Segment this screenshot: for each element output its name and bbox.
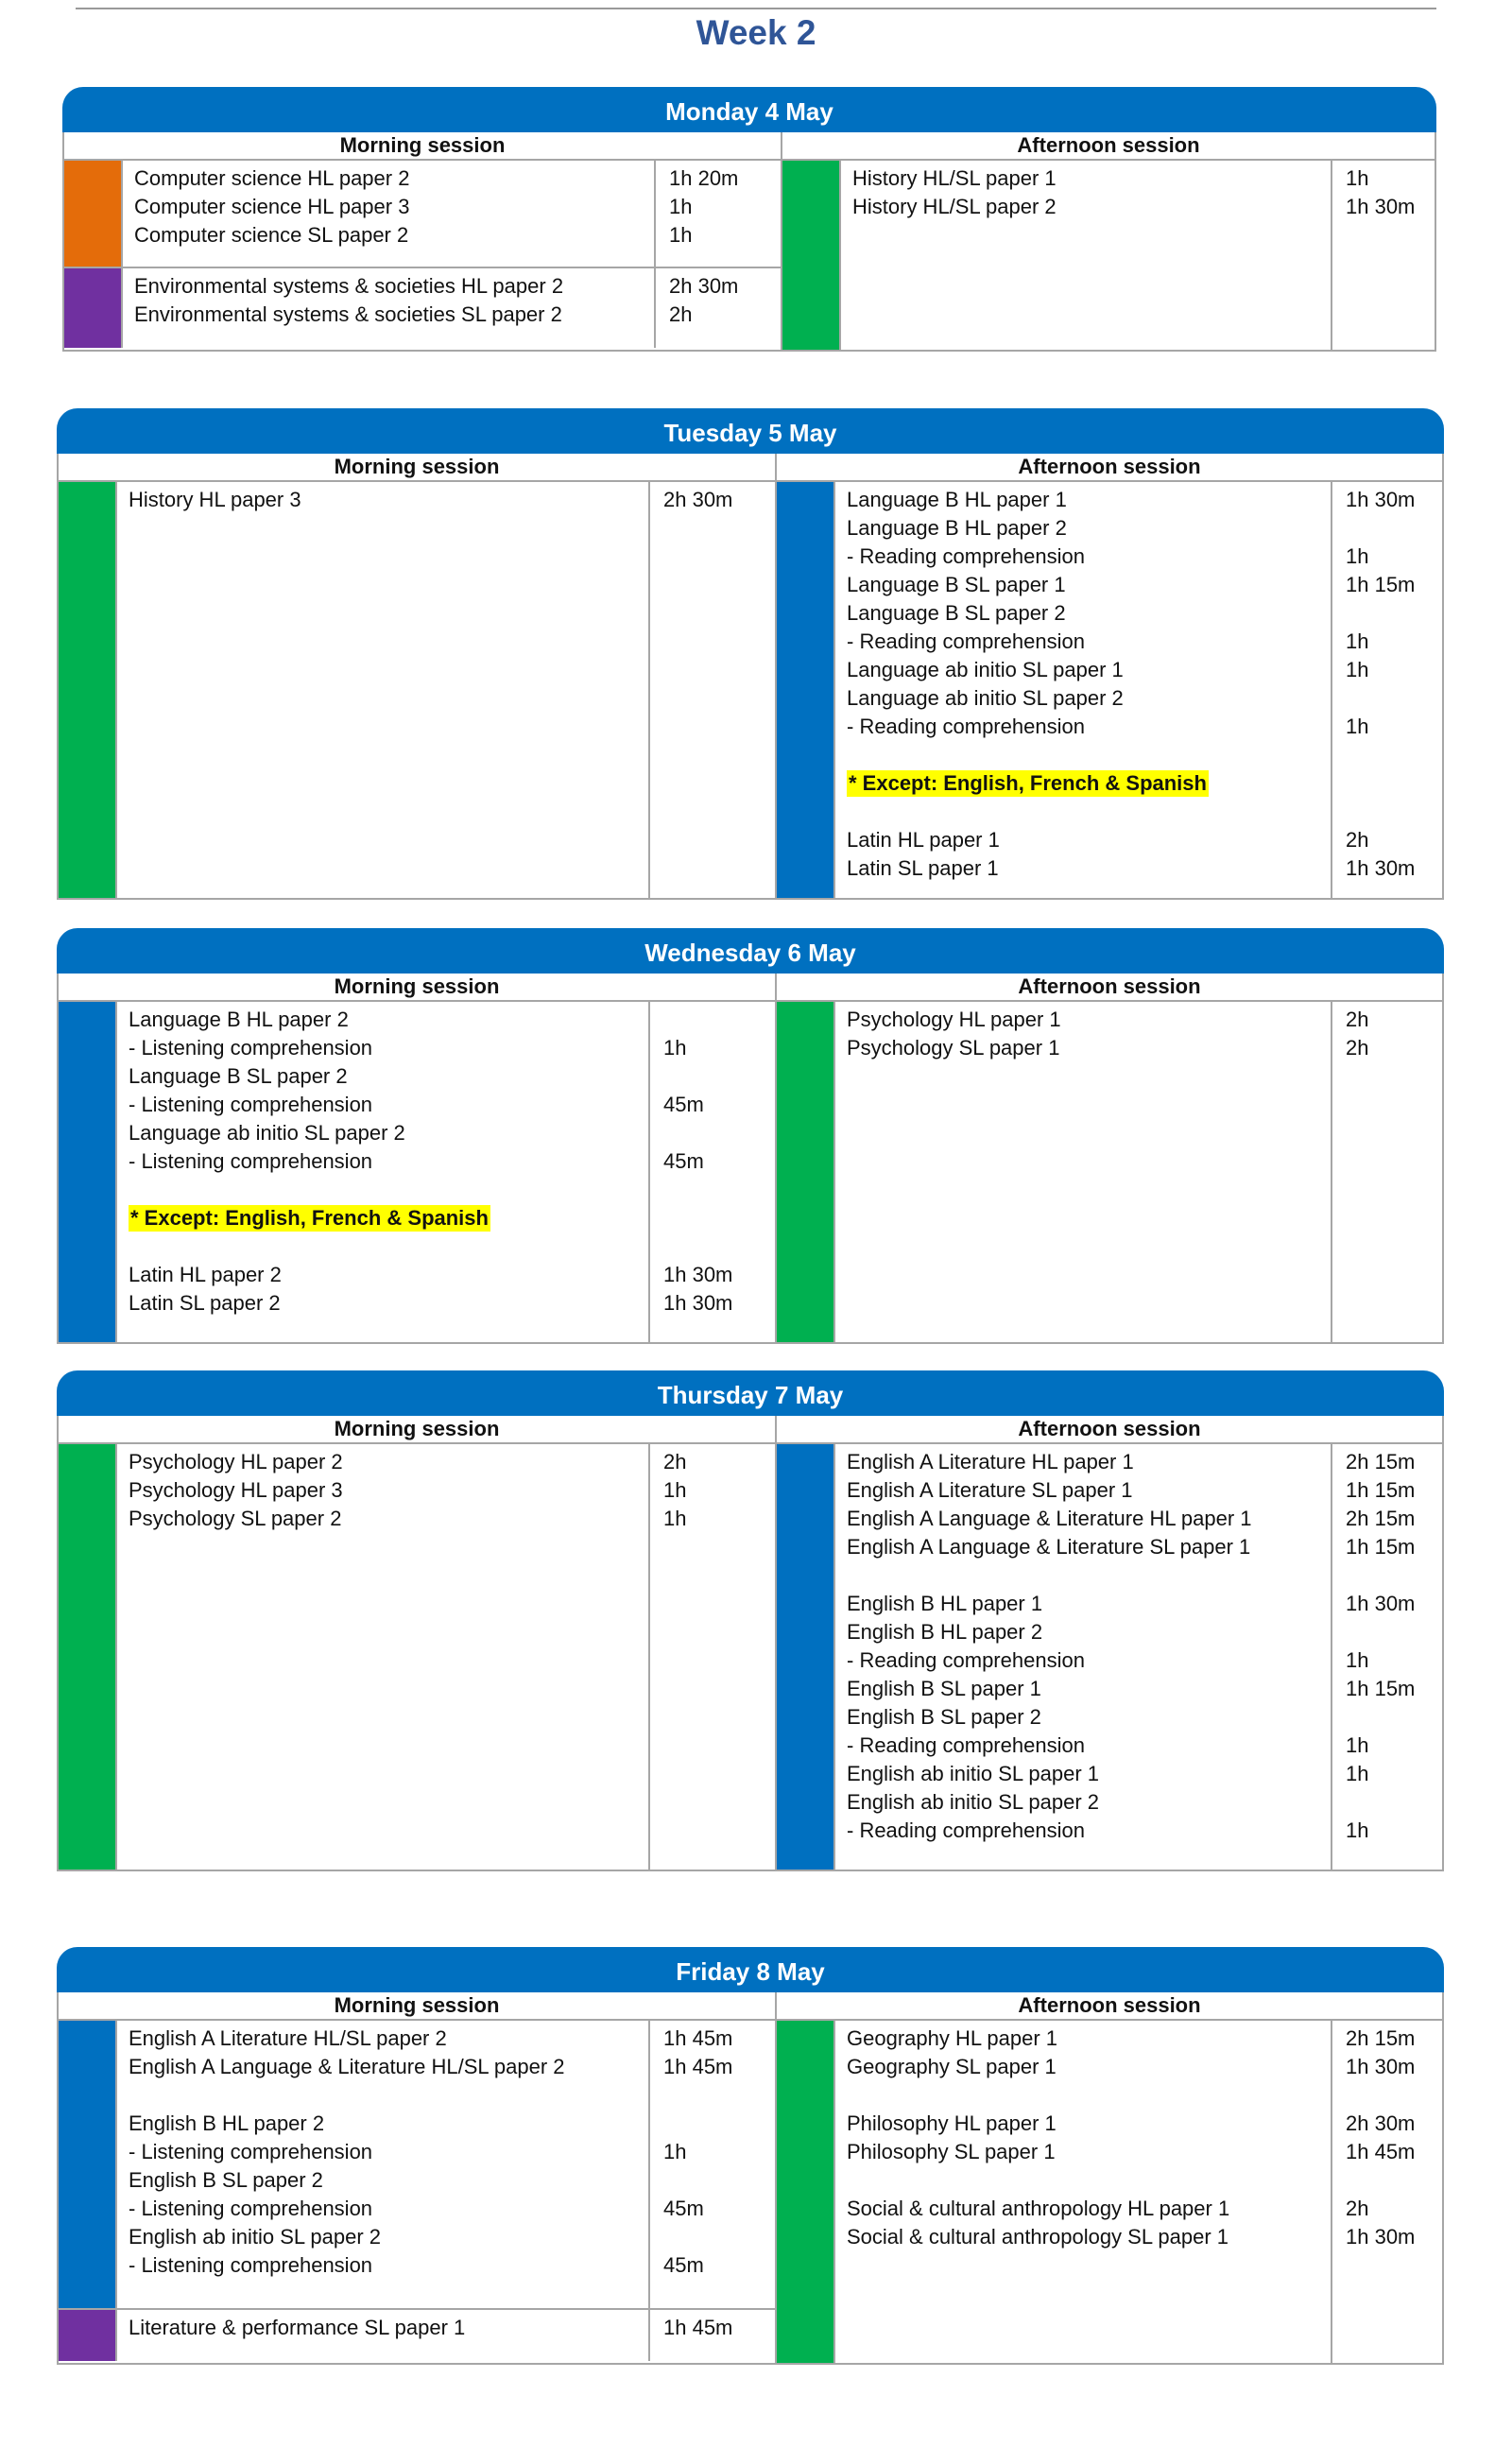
paper-duration: 2h <box>1346 1008 1369 1031</box>
paper-duration: 1h 20m <box>669 166 739 190</box>
spacer <box>1346 1561 1442 1590</box>
day-table <box>57 1370 1444 1871</box>
paper-name: English A Literature HL/SL paper 2 <box>129 2026 447 2050</box>
paper-duration: 2h <box>669 302 693 326</box>
paper-duration: 1h 15m <box>1346 1478 1416 1502</box>
paper-name: - Reading comprehension <box>847 629 1085 653</box>
paper-duration: 1h 45m <box>663 2055 733 2078</box>
spacer <box>1346 741 1442 769</box>
paper-names <box>121 268 656 348</box>
paper-duration: 45m <box>663 1149 704 1173</box>
subject-group <box>782 161 1435 350</box>
session-body-row <box>59 2021 1442 2363</box>
paper-name: - Reading comprehension <box>847 1818 1085 1842</box>
subject-color-bar <box>59 2021 115 2308</box>
paper-duration: 2h 30m <box>1346 2111 1416 2135</box>
paper-duration: 1h <box>669 223 693 247</box>
paper-name: Environmental systems & societies SL paper 2 <box>134 302 562 326</box>
paper-duration <box>663 2223 775 2251</box>
paper-duration: 1h 30m <box>1346 1592 1416 1615</box>
paper-name: Latin SL paper 1 <box>847 856 999 880</box>
paper-name: Language ab initio SL paper 2 <box>129 1121 405 1145</box>
session-header-row <box>59 1416 1442 1444</box>
paper-duration: 2h 15m <box>1346 2026 1416 2050</box>
day-header: Monday 4 May <box>62 87 1436 132</box>
paper-duration: 1h 30m <box>663 1291 733 1315</box>
paper-name: Psychology HL paper 3 <box>129 1478 343 1502</box>
session-table <box>57 974 1444 1344</box>
paper-name: Literature & performance SL paper 1 <box>129 2316 466 2339</box>
paper-name: English B HL paper 2 <box>847 1620 1043 1644</box>
paper-duration: 1h <box>663 1507 687 1530</box>
session-header-row <box>59 1992 1442 2021</box>
paper-name: Language ab initio SL paper 2 <box>847 686 1124 710</box>
paper-duration: 2h <box>1346 828 1369 852</box>
paper-name: Psychology HL paper 1 <box>847 1008 1061 1031</box>
paper-durations <box>1332 2021 1442 2363</box>
subject-color-bar <box>64 161 121 267</box>
paper-duration: 2h <box>1346 2197 1369 2220</box>
paper-name: Latin HL paper 2 <box>129 1263 282 1286</box>
morning-session-column <box>59 2021 777 2363</box>
paper-duration <box>1346 1618 1442 1646</box>
paper-duration: 1h 15m <box>1346 1535 1416 1559</box>
paper-duration: 1h <box>663 1478 687 1502</box>
paper-duration: 1h 30m <box>663 1263 733 1286</box>
paper-duration <box>663 1204 775 1232</box>
morning-session-column <box>59 1444 777 1870</box>
paper-name: Psychology SL paper 1 <box>847 1036 1060 1060</box>
top-divider <box>76 8 1436 9</box>
paper-duration <box>1346 1788 1442 1817</box>
paper-name: Language B SL paper 2 <box>129 1064 348 1088</box>
session-table <box>57 454 1444 900</box>
paper-name: - Listening comprehension <box>129 1036 373 1060</box>
subject-color-bar <box>782 161 839 350</box>
paper-name: English B SL paper 1 <box>847 1677 1041 1700</box>
subject-group <box>64 267 781 348</box>
paper-name: English B HL paper 2 <box>129 2111 325 2135</box>
spacer <box>129 2081 648 2110</box>
paper-name: Computer science HL paper 3 <box>134 195 410 218</box>
paper-name: Environmental systems & societies HL paper 2 <box>134 274 564 298</box>
session-table <box>57 1992 1444 2365</box>
subject-group <box>59 2308 775 2361</box>
subject-group <box>64 161 781 267</box>
paper-name: Psychology SL paper 2 <box>129 1507 342 1530</box>
paper-duration: 1h <box>1346 166 1369 190</box>
paper-durations <box>650 2310 775 2361</box>
paper-name: Computer science HL paper 2 <box>134 166 410 190</box>
session-body-row <box>59 482 1442 898</box>
paper-name: - Reading comprehension <box>847 544 1085 568</box>
day-table <box>62 87 1436 352</box>
paper-name: - Reading comprehension <box>847 1733 1085 1757</box>
paper-duration <box>663 2110 775 2138</box>
paper-name: Philosophy SL paper 1 <box>847 2140 1056 2163</box>
morning-session-column <box>64 161 782 350</box>
day-header: Tuesday 5 May <box>57 408 1444 454</box>
paper-duration <box>663 1062 775 1091</box>
day-table <box>57 928 1444 1344</box>
day-header: Friday 8 May <box>57 1947 1444 1992</box>
paper-name: English A Language & Literature SL paper 1 <box>847 1535 1251 1559</box>
paper-name: Social & cultural anthropology SL paper 1 <box>847 2225 1228 2249</box>
paper-duration: 1h 15m <box>1346 1677 1416 1700</box>
paper-name: English ab initio SL paper 2 <box>847 1790 1100 1814</box>
paper-duration: 1h 30m <box>1346 2055 1416 2078</box>
paper-duration: 1h <box>669 195 693 218</box>
paper-name: - Listening comprehension <box>129 2253 373 2277</box>
afternoon-session-label: Afternoon session <box>1018 1417 1201 1440</box>
paper-durations <box>1332 1002 1442 1342</box>
paper-duration: 2h 15m <box>1346 1507 1416 1530</box>
paper-names <box>115 1444 650 1870</box>
spacer <box>847 741 1331 769</box>
subject-color-bar <box>777 1002 833 1342</box>
paper-duration: 45m <box>663 2253 704 2277</box>
session-body-row <box>59 1444 1442 1870</box>
spacer <box>663 1176 775 1204</box>
afternoon-session-column <box>777 1002 1442 1342</box>
paper-duration <box>1346 1703 1442 1732</box>
paper-name: Latin HL paper 1 <box>847 828 1000 852</box>
paper-durations <box>650 1444 775 1870</box>
subject-group <box>777 482 1442 898</box>
subject-color-bar <box>64 268 121 348</box>
spacer <box>847 798 1331 826</box>
day-header: Wednesday 6 May <box>57 928 1444 974</box>
morning-session-label: Morning session <box>59 454 777 480</box>
session-header-row <box>64 132 1435 161</box>
subject-group <box>59 1002 775 1342</box>
paper-duration: 1h <box>1346 544 1369 568</box>
morning-session-label: Morning session <box>64 132 782 159</box>
paper-durations <box>650 482 775 898</box>
paper-durations <box>1332 1444 1442 1870</box>
paper-duration <box>663 1006 775 1034</box>
paper-names <box>115 2310 650 2361</box>
subject-group <box>59 2021 775 2308</box>
spacer <box>663 2081 775 2110</box>
paper-duration: 2h 15m <box>1346 1450 1416 1473</box>
paper-duration: 1h 30m <box>1346 2225 1416 2249</box>
subject-group <box>777 2021 1442 2363</box>
paper-name: English A Language & Literature HL/SL paper 2 <box>129 2055 565 2078</box>
paper-name: History HL/SL paper 1 <box>852 166 1057 190</box>
spacer <box>1346 2081 1442 2110</box>
subject-color-bar <box>59 1444 115 1870</box>
spacer <box>847 2166 1331 2195</box>
morning-session-label: Morning session <box>59 1416 777 1442</box>
paper-duration: 1h 30m <box>1346 195 1416 218</box>
afternoon-session-column <box>782 161 1435 350</box>
morning-session-label: Morning session <box>59 1992 777 2019</box>
paper-duration: 1h 30m <box>1346 488 1416 511</box>
paper-name: Latin SL paper 2 <box>129 1291 281 1315</box>
paper-duration: 1h 45m <box>1346 2140 1416 2163</box>
paper-duration: 1h <box>1346 715 1369 738</box>
afternoon-session-column <box>777 1444 1442 1870</box>
paper-name: Computer science SL paper 2 <box>134 223 409 247</box>
afternoon-session-column <box>777 482 1442 898</box>
day-table <box>57 1947 1444 2365</box>
paper-duration: 1h <box>1346 1818 1369 1842</box>
session-body-row <box>59 1002 1442 1342</box>
paper-names <box>121 161 656 267</box>
paper-name: English B HL paper 1 <box>847 1592 1043 1615</box>
paper-names <box>833 2021 1332 2363</box>
paper-durations <box>656 161 781 267</box>
paper-names <box>115 2021 650 2308</box>
paper-name: English A Literature SL paper 1 <box>847 1478 1133 1502</box>
paper-durations <box>656 268 781 348</box>
spacer <box>663 1232 775 1261</box>
paper-durations <box>650 2021 775 2308</box>
exception-note: * Except: English, French & Spanish <box>849 771 1207 795</box>
paper-duration: 1h 45m <box>663 2026 733 2050</box>
paper-name: Geography HL paper 1 <box>847 2026 1057 2050</box>
afternoon-session-label: Afternoon session <box>1017 133 1200 157</box>
paper-duration <box>663 1119 775 1147</box>
paper-durations <box>1332 482 1442 898</box>
paper-duration <box>1346 769 1442 798</box>
paper-names <box>115 482 650 898</box>
paper-duration <box>1346 684 1442 713</box>
paper-names <box>833 482 1332 898</box>
paper-name: Language B HL paper 2 <box>847 516 1067 540</box>
paper-name: Language B SL paper 1 <box>847 573 1066 596</box>
session-table <box>62 132 1436 352</box>
paper-name: - Listening comprehension <box>129 1093 373 1116</box>
morning-session-column <box>59 1002 777 1342</box>
subject-group <box>777 1444 1442 1870</box>
paper-name: English ab initio SL paper 1 <box>847 1762 1100 1785</box>
paper-name: Language B HL paper 1 <box>847 488 1067 511</box>
paper-name: Philosophy HL paper 1 <box>847 2111 1057 2135</box>
paper-names <box>833 1002 1332 1342</box>
spacer <box>847 2081 1331 2110</box>
paper-name: History HL/SL paper 2 <box>852 195 1057 218</box>
paper-duration: 1h <box>1346 1762 1369 1785</box>
afternoon-session-label: Afternoon session <box>1018 974 1201 998</box>
session-header-row <box>59 454 1442 482</box>
spacer <box>1346 798 1442 826</box>
afternoon-session-column <box>777 2021 1442 2363</box>
paper-row <box>129 1204 648 1232</box>
paper-name: English B SL paper 2 <box>847 1705 1041 1729</box>
paper-duration: 2h <box>1346 1036 1369 1060</box>
paper-duration: 1h <box>1346 629 1369 653</box>
paper-durations <box>650 1002 775 1342</box>
paper-duration: 1h 15m <box>1346 573 1416 596</box>
paper-name: - Listening comprehension <box>129 2140 373 2163</box>
paper-names <box>839 161 1332 350</box>
subject-color-bar <box>777 2021 833 2363</box>
paper-name: - Listening comprehension <box>129 2197 373 2220</box>
paper-name: English B SL paper 2 <box>129 2168 323 2192</box>
paper-duration: 1h <box>1346 1648 1369 1672</box>
spacer <box>847 1561 1331 1590</box>
paper-duration: 1h 45m <box>663 2316 733 2339</box>
paper-duration <box>1346 514 1442 543</box>
paper-durations <box>1332 161 1435 350</box>
paper-duration: 2h <box>663 1450 687 1473</box>
paper-name: English ab initio SL paper 2 <box>129 2225 382 2249</box>
paper-duration: 45m <box>663 2197 704 2220</box>
paper-duration: 1h <box>1346 1733 1369 1757</box>
exception-note: * Except: English, French & Spanish <box>130 1206 489 1230</box>
subject-color-bar <box>59 2310 115 2361</box>
paper-name: - Reading comprehension <box>847 715 1085 738</box>
subject-color-bar <box>59 1002 115 1342</box>
subject-color-bar <box>777 1444 833 1870</box>
paper-duration: 2h 30m <box>669 274 739 298</box>
paper-duration: 1h <box>663 2140 687 2163</box>
subject-color-bar <box>777 482 833 898</box>
paper-duration: 1h <box>1346 658 1369 681</box>
paper-duration <box>1346 599 1442 628</box>
session-header-row <box>59 974 1442 1002</box>
morning-session-label: Morning session <box>59 974 777 1000</box>
paper-name: Psychology HL paper 2 <box>129 1450 343 1473</box>
paper-name: History HL paper 3 <box>129 488 301 511</box>
paper-names <box>115 1002 650 1342</box>
paper-duration: 1h <box>663 1036 687 1060</box>
paper-name: Language B SL paper 2 <box>847 601 1066 625</box>
week-title: Week 2 <box>696 13 816 52</box>
paper-name: - Listening comprehension <box>129 1149 373 1173</box>
afternoon-session-label: Afternoon session <box>1018 1993 1201 2017</box>
subject-color-bar <box>59 482 115 898</box>
spacer <box>129 1176 648 1204</box>
paper-row <box>847 769 1331 798</box>
morning-session-column <box>59 482 777 898</box>
paper-duration <box>663 2166 775 2195</box>
subject-group <box>777 1002 1442 1342</box>
paper-name: - Reading comprehension <box>847 1648 1085 1672</box>
subject-group <box>59 1444 775 1870</box>
day-header: Thursday 7 May <box>57 1370 1444 1416</box>
paper-name: English A Language & Literature HL paper 1 <box>847 1507 1252 1530</box>
session-body-row <box>64 161 1435 350</box>
paper-names <box>833 1444 1332 1870</box>
subject-group <box>59 482 775 898</box>
paper-name: Language B HL paper 2 <box>129 1008 349 1031</box>
paper-duration: 1h 30m <box>1346 856 1416 880</box>
paper-name: Social & cultural anthropology HL paper 1 <box>847 2197 1230 2220</box>
paper-duration: 2h 30m <box>663 488 733 511</box>
paper-name: English A Literature HL paper 1 <box>847 1450 1134 1473</box>
afternoon-session-label: Afternoon session <box>1018 455 1201 478</box>
spacer <box>1346 2166 1442 2195</box>
spacer <box>129 1232 648 1261</box>
paper-name: Geography SL paper 1 <box>847 2055 1057 2078</box>
paper-duration: 45m <box>663 1093 704 1116</box>
day-table <box>57 408 1444 900</box>
session-table <box>57 1416 1444 1871</box>
paper-name: Language ab initio SL paper 1 <box>847 658 1124 681</box>
